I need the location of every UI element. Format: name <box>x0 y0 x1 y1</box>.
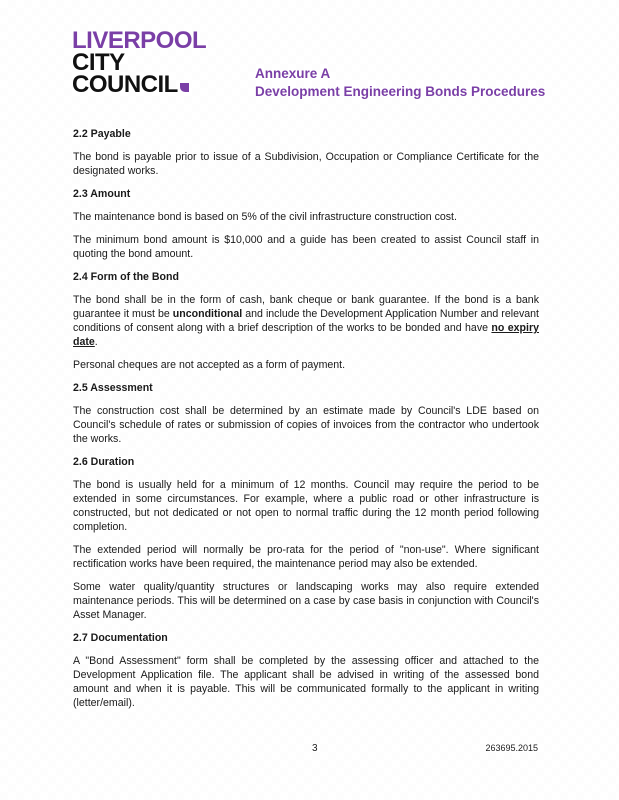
paragraph: The bond is usually held for a minimum of 12 months. Council may require the period to be extended in some circumstances. For example, where a public road or other infrastructure is constructed, but not dedicated or not open to normal traffic during the 12 month period following completion. <box>73 479 539 533</box>
document-body <box>73 127 539 719</box>
section-heading-amount: 2.3 Amount <box>73 188 131 200</box>
logo-line-city: CITY <box>72 49 125 76</box>
logo-mark-icon <box>180 83 189 92</box>
section-heading-form: 2.4 Form of the Bond <box>73 271 179 283</box>
paragraph: The minimum bond amount is $10,000 and a guide has been created to assist Council staff in quoting the bond amount. <box>73 234 539 260</box>
annex-subtitle: Development Engineering Bonds Procedures <box>255 84 546 99</box>
page-number: 3 <box>312 743 318 754</box>
section-heading-documentation: 2.7 Documentation <box>73 632 168 644</box>
logo-line-council: COUNCIL <box>72 74 206 96</box>
section-heading-assessment: 2.5 Assessment <box>73 382 153 394</box>
paragraph: A "Bond Assessment" form shall be completed by the assessing officer and attached to the Development Application file. The applicant shall be advised in writing of the assessed bond amount and when it is payable. This will be communicated formally to the applicant in writing (letter/email). <box>73 655 539 709</box>
annex-title: Annexure A <box>255 66 331 81</box>
emphasis-no-expiry-date: no expiry date <box>73 322 539 348</box>
paragraph: The bond shall be in the form of cash, bank cheque or bank guarantee. If the bond is a bank guarantee it must be unconditional and include the Development Application Number and relevant conditions of consent along with a brief description of the works to be bonded and have no expiry date. <box>73 294 539 348</box>
document-reference: 263695.2015 <box>485 743 538 753</box>
paragraph: The construction cost shall be determined by an estimate made by Council's LDE based on Council's schedule of rates or submission of copies of invoices from the contractor who undertook the works. <box>73 405 539 445</box>
emphasis-unconditional: unconditional <box>172 308 243 320</box>
document-header <box>255 65 545 101</box>
paragraph: Personal cheques are not accepted as a form of payment. <box>73 359 346 371</box>
section-heading-duration: 2.6 Duration <box>73 456 135 468</box>
paragraph: Some water quality/quantity structures or landscaping works may also require extended maintenance periods. This will be determined on a case by case basis in conjunction with Council's Asset Manager. <box>73 581 539 621</box>
paragraph: The bond is payable prior to issue of a Subdivision, Occupation or Compliance Certificate for the designated works. <box>73 151 539 177</box>
council-logo <box>72 27 207 98</box>
section-heading-payable: 2.2 Payable <box>73 128 131 140</box>
paragraph: The maintenance bond is based on 5% of the civil infrastructure construction cost. <box>73 211 457 223</box>
logo-line-liverpool: LIVERPOOL <box>72 27 207 54</box>
paragraph: The extended period will normally be pro-rata for the period of "non-use". Where significant rectification works have been required, the maintenance period may also be extended. <box>73 544 539 570</box>
